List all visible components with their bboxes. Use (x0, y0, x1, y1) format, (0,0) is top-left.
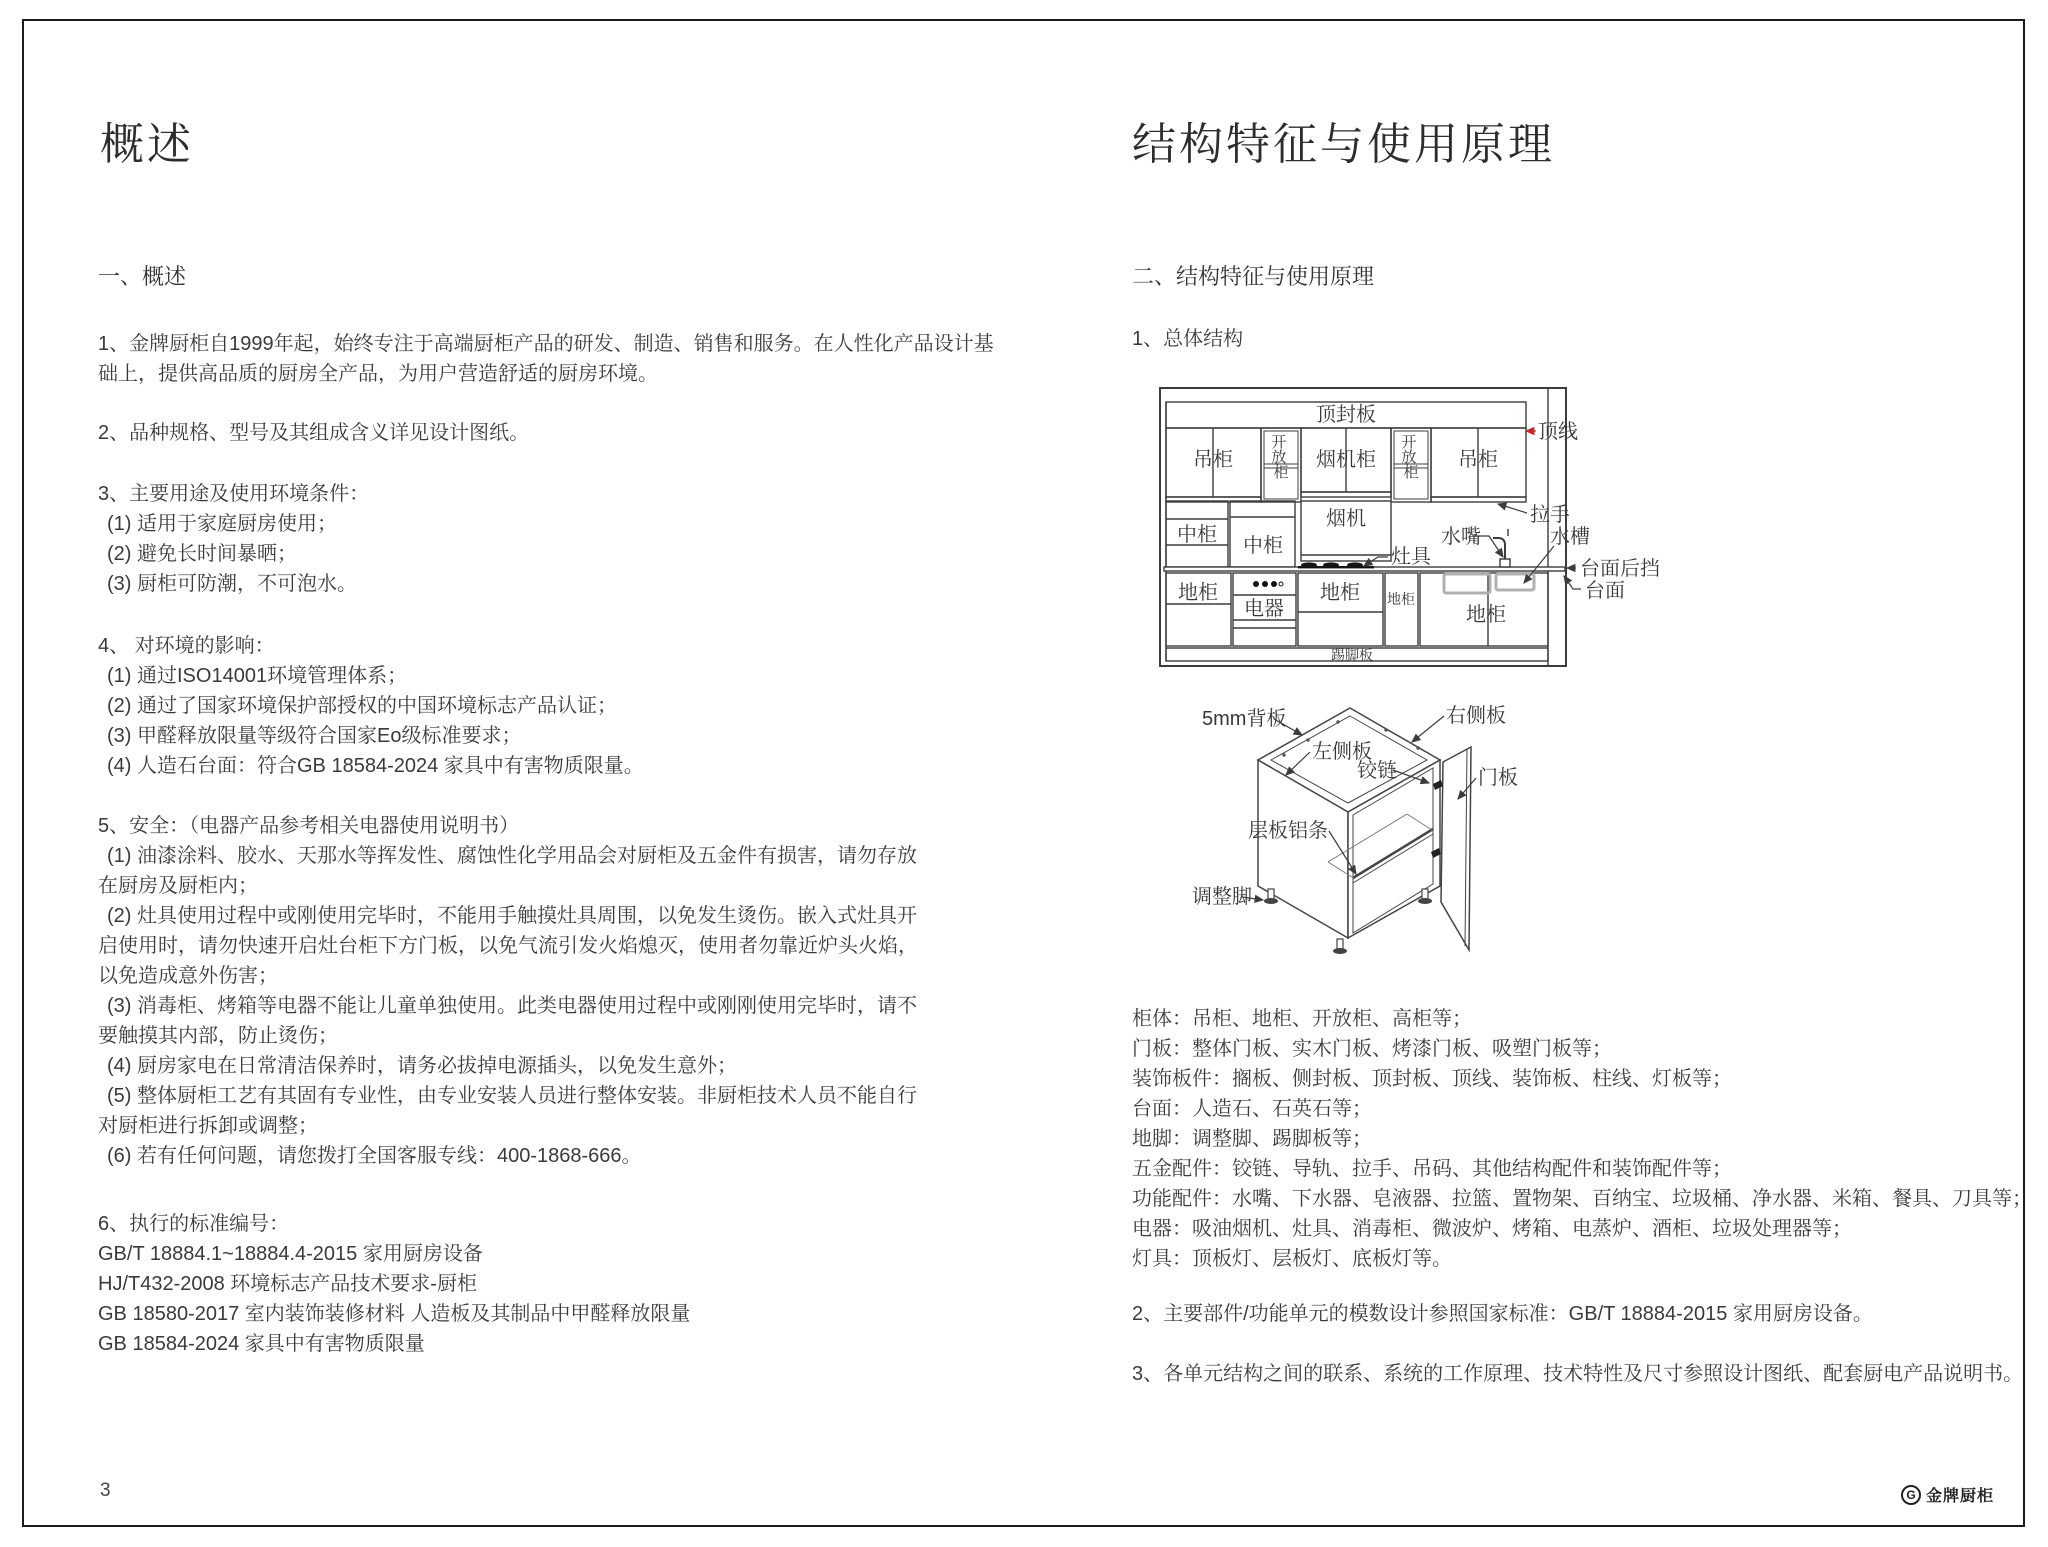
label-hinge: 铰链 (1357, 760, 1397, 782)
list-item: 装饰板件：搁板、侧封板、顶封板、顶线、装饰板、柱线、灯板等； (1132, 1068, 1732, 1090)
sink (1444, 574, 1534, 593)
text-line: (4) 厨房家电在日常清洁保养时，请务必拔掉电源插头，以免发生意外； (107, 1055, 737, 1077)
text-line: HJ/T432-2008 环境标志产品技术要求-厨柜 (98, 1273, 477, 1295)
text-line: (3) 甲醛释放限量等级符合国家Eo级标准要求； (107, 725, 522, 747)
label-wall-cabinet: 吊柜 (1193, 449, 1233, 471)
paragraph-unit-relations (1132, 1359, 2023, 1389)
label-door: 门板 (1478, 767, 1518, 789)
cooktop-icon (1298, 562, 1374, 568)
mid-cabinet-b (1230, 501, 1295, 567)
label-top-seal: 顶封板 (1316, 404, 1376, 426)
label-sink: 水槽 (1550, 526, 1590, 548)
paragraph-specs (98, 418, 529, 448)
base-cabinet-isometric-diagram (1190, 698, 1660, 998)
label-wall-cabinet: 吊柜 (1458, 449, 1498, 471)
text-line: 2、主要部件/功能单元的模数设计参照国家标准：GB/T 18884-2015 家用厨房设备。 (1132, 1303, 1873, 1325)
label-kick: 踢脚板 (1331, 647, 1373, 663)
label-open-cabinet: 开 放 柜 (1271, 434, 1289, 481)
list-item: 门板：整体门板、实木门板、烤漆门板、吸塑门板等； (1132, 1038, 1612, 1060)
paragraph-environment (98, 631, 644, 781)
label-appliance: 电器 (1244, 598, 1284, 620)
text-line: (3) 消毒柜、烤箱等电器不能让儿童单独使用。此类电器使用过程中或刚刚使用完毕时，请不 (107, 995, 917, 1017)
label-base-cabinet: 地柜 (1320, 582, 1360, 604)
component-list (1132, 1004, 2032, 1274)
text-line: GB 18584-2024 家具中有害物质限量 (98, 1333, 425, 1355)
text-line: 启使用时，请勿快速开启灶台柜下方门板，以免气流引发火焰熄灭，使用者勿靠近炉头火焰， (98, 935, 918, 957)
label-back-panel: 5mm背板 (1202, 708, 1287, 730)
list-item: 五金配件：铰链、导轨、拉手、吊码、其他结构配件和装饰配件等； (1132, 1158, 1732, 1180)
paragraph-safety (98, 811, 918, 1171)
text-line: 对厨柜进行拆卸或调整； (98, 1115, 318, 1137)
list-item: 柜体：吊柜、地柜、开放柜、高柜等； (1132, 1008, 1472, 1030)
text-line: (1) 适用于家庭厨房使用； (107, 513, 337, 535)
text-line: 6、执行的标准编号： (98, 1213, 290, 1235)
text-line: 3、主要用途及使用环境条件： (98, 483, 370, 505)
paragraph-intro (98, 329, 994, 389)
list-item: 地脚：调整脚、踢脚板等； (1132, 1128, 1372, 1150)
label-right-panel: 右侧板 (1446, 705, 1506, 727)
text-line: 础上，提供高品质的厨房全产品，为用户营造舒适的厨房环境。 (98, 363, 658, 385)
brand-g-icon: G (1901, 1485, 1921, 1505)
label-counter-back: 台面后挡 (1580, 558, 1660, 580)
paragraph-usage (98, 479, 369, 599)
paragraph-standards (98, 1209, 690, 1359)
label-mid-cabinet: 中柜 (1243, 535, 1283, 557)
text-line: 4、 对环境的影响： (98, 635, 275, 657)
paragraph-standards-ref (1132, 1299, 1873, 1329)
text-line: (1) 油漆涂料、胶水、天那水等挥发性、腐蚀性化学用品会对厨柜及五金件有损害，请勿存放 (107, 845, 917, 867)
text-line: (2) 避免长时间暴晒； (107, 543, 297, 565)
label-hood-cabinet: 烟机柜 (1316, 449, 1376, 471)
label-handle: 拉手 (1530, 504, 1570, 526)
text-line: (4) 人造石台面：符合GB 18584-2024 家具中有害物质限量。 (107, 755, 644, 777)
text-line: 1、金牌厨柜自1999年起，始终专注于高端厨柜产品的研发、制造、销售和服务。在人性化产品设计基 (98, 333, 994, 355)
text-line: (3) 厨柜可防潮，不可泡水。 (107, 573, 357, 595)
label-adjust-foot: 调整脚 (1192, 886, 1252, 908)
text-line: (2) 通过了国家环境保护部授权的中国环境标志产品认证； (107, 695, 617, 717)
list-item: 电器：吸油烟机、灶具、消毒柜、微波炉、烤箱、电蒸炉、酒柜、垃圾处理器等； (1132, 1218, 1852, 1240)
text-line: (6) 若有任何问题，请您拨打全国客服专线：400-1868-666。 (107, 1145, 642, 1167)
list-item: 功能配件：水嘴、下水器、皂液器、拉篮、置物架、百纳宝、垃圾桶、净水器、米箱、餐具、刀具等； (1132, 1188, 2032, 1210)
label-hood: 烟机 (1326, 508, 1366, 530)
appliance-knobs-icon (1253, 581, 1283, 587)
text-line: 以免造成意外伤害； (98, 965, 278, 987)
label-base-cabinet: 地柜 (1466, 604, 1506, 626)
kitchen-elevation-diagram (1156, 380, 1676, 680)
right-subheading (1132, 324, 1243, 354)
text-line: (2) 灶具使用过程中或刚使用完毕时，不能用手触摸灶具周围，以免发生烫伤。嵌入式灶具开 (107, 905, 917, 927)
text-line: GB 18580-2017 室内装饰装修材料 人造板及其制品中甲醛释放限量 (98, 1303, 691, 1325)
text-line: 在厨房及厨柜内； (98, 875, 258, 897)
page-number: 3 (100, 1480, 111, 1501)
right-section-heading: 二、结构特征与使用原理 (1132, 264, 1375, 289)
text-line: GB/T 18884.1~18884.4-2015 家用厨房设备 (98, 1243, 483, 1265)
brand-logo (1901, 1483, 1994, 1506)
label-base-cabinet: 地柜 (1178, 582, 1218, 604)
left-section-heading: 一、概述 (98, 264, 187, 289)
list-item: 灯具：顶板灯、层板灯、底板灯等。 (1132, 1248, 1452, 1270)
text-line: (5) 整体厨柜工艺有其固有专业性，由专业安装人员进行整体安装。非厨柜技术人员不能自行 (107, 1085, 917, 1107)
label-left-panel: 左侧板 (1312, 741, 1372, 763)
left-page-title: 概述 (100, 120, 194, 169)
text-line: 要触摸其内部，防止烫伤； (98, 1025, 338, 1047)
base-cabinet-3 (1385, 573, 1418, 646)
text-line: 1、总体结构 (1132, 328, 1244, 350)
text-line: 2、品种规格、型号及其组成含义详见设计图纸。 (98, 422, 530, 444)
faucet-icon (1493, 529, 1510, 567)
label-open-cabinet: 开 放 柜 (1401, 434, 1419, 481)
label-cooktop: 灶具 (1391, 546, 1431, 568)
label-mid-cabinet: 中柜 (1177, 524, 1217, 546)
label-base-cabinet: 地柜 (1387, 591, 1415, 607)
text-line: 3、各单元结构之间的联系、系统的工作原理、技术特性及尺寸参照设计图纸、配套厨电产品说明书。 (1132, 1363, 2024, 1385)
list-item: 台面：人造石、石英石等； (1132, 1098, 1372, 1120)
text-line: 5、安全：（电器产品参考相关电器使用说明书） (98, 815, 520, 837)
right-page-title: 结构特征与使用原理 (1132, 120, 1555, 169)
label-counter: 台面 (1585, 580, 1625, 602)
label-shelf-strip: 层板铝条 (1248, 820, 1328, 842)
brand-name: 金牌厨柜 (1926, 1488, 1995, 1505)
label-faucet: 水嘴 (1441, 526, 1481, 548)
text-line: (1) 通过ISO14001环境管理体系； (107, 665, 408, 687)
label-top-line: 顶线 (1538, 421, 1578, 443)
